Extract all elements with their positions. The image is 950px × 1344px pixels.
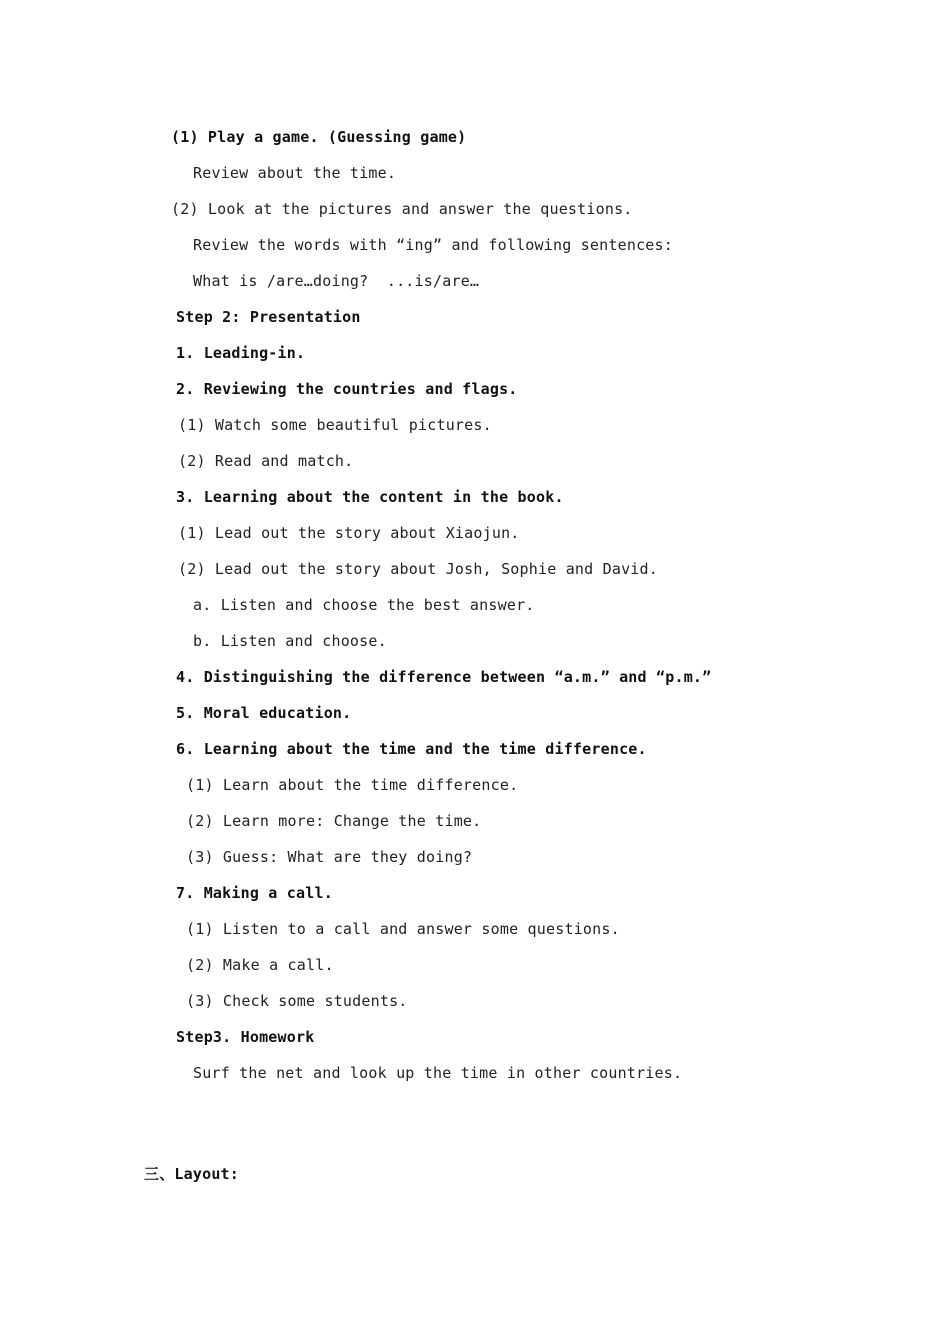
- homework-text: Surf the net and look up the time in other countries.: [193, 1064, 683, 1082]
- subitem-read-match: (2) Read and match.: [178, 452, 354, 470]
- subitem-guess-doing: (3) Guess: What are they doing?: [186, 848, 473, 866]
- subitem-make-call: (2) Make a call.: [186, 956, 334, 974]
- item-making-call: 7. Making a call.: [176, 884, 333, 902]
- subitem-learn-time-difference: (1) Learn about the time difference.: [186, 776, 519, 794]
- subitem-watch-pictures: (1) Watch some beautiful pictures.: [178, 416, 492, 434]
- sentence-pattern-text: What is /are…doing? ...is/are…: [193, 272, 480, 290]
- item-time-difference: 6. Learning about the time and the time difference.: [176, 740, 647, 758]
- subitem-listen-best-answer: a. Listen and choose the best answer.: [193, 596, 535, 614]
- review-time-text: Review about the time.: [193, 164, 397, 182]
- item-leading-in: 1. Leading-in.: [176, 344, 306, 362]
- activity-play-game: (1) Play a game. (Guessing game): [171, 128, 467, 146]
- subitem-listen-choose: b. Listen and choose.: [193, 632, 387, 650]
- item-reviewing-countries: 2. Reviewing the countries and flags.: [176, 380, 518, 398]
- review-words-text: Review the words with “ing” and following sentences:: [193, 236, 673, 254]
- subitem-story-xiaojun: (1) Lead out the story about Xiaojun.: [178, 524, 520, 542]
- layout-section-heading: 三、Layout:: [144, 1165, 240, 1183]
- step-3-heading: Step3. Homework: [176, 1028, 315, 1046]
- item-distinguishing-am-pm: 4. Distinguishing the difference between “a.m.” and “p.m.”: [176, 668, 712, 686]
- subitem-story-josh: (2) Lead out the story about Josh, Sophie and David.: [178, 560, 658, 578]
- item-moral-education: 5. Moral education.: [176, 704, 352, 722]
- subitem-listen-call: (1) Listen to a call and answer some questions.: [186, 920, 620, 938]
- subitem-check-students: (3) Check some students.: [186, 992, 408, 1010]
- activity-look-pictures: (2) Look at the pictures and answer the questions.: [171, 200, 633, 218]
- item-learning-content: 3. Learning about the content in the book.: [176, 488, 564, 506]
- step-2-heading: Step 2: Presentation: [176, 308, 361, 326]
- subitem-change-time: (2) Learn more: Change the time.: [186, 812, 482, 830]
